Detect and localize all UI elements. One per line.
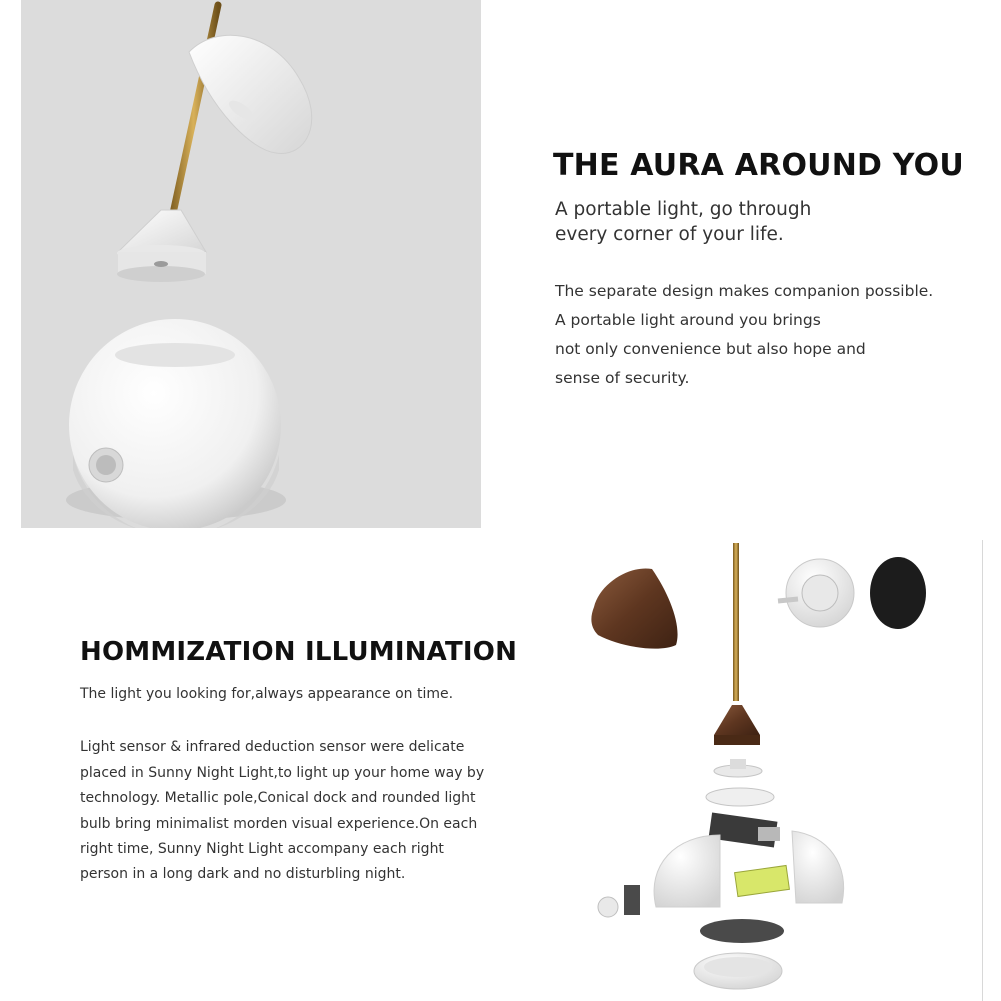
assembled-lamp-photo — [21, 0, 481, 528]
hommization-paragraph-line-5: right time, Sunny Night Light accompany each right — [80, 841, 444, 857]
aura-paragraph-line-4: sense of security. — [555, 369, 690, 387]
hommization-paragraph-line-1: Light sensor & infrared deduction sensor were delicate — [80, 739, 465, 755]
hommization-subtitle: The light you looking for,always appearance on time. — [80, 686, 454, 702]
black-magnet-disc — [870, 557, 926, 629]
dock-port — [154, 261, 168, 267]
brass-pole — [733, 543, 739, 701]
walnut-shade — [591, 568, 677, 648]
walnut-dock — [714, 705, 760, 735]
battery — [735, 865, 790, 896]
aura-paragraph-line-1: The separate design makes companion possible. — [555, 282, 934, 300]
dock-plate — [706, 788, 774, 806]
exploded-view-photo — [560, 535, 990, 1001]
aura-subtitle-line-1: A portable light, go through — [555, 199, 812, 220]
hommization-paragraph-line-3: technology. Metallic pole,Conical dock and rounded light — [80, 790, 476, 806]
ball-half-right — [792, 831, 844, 903]
lamp-shade — [189, 35, 312, 153]
hommization-paragraph-line-2: placed in Sunny Night Light,to light up your home way by — [80, 765, 485, 781]
hommization-paragraph-line-6: person in a long dark and no disturbling night. — [80, 866, 406, 882]
aura-paragraph-line-2: A portable light around you brings — [555, 311, 821, 329]
assembled-lamp-illustration — [21, 0, 481, 528]
aura-paragraph-line-3: not only convenience but also hope and — [555, 340, 866, 358]
section-title-aura: THE AURA AROUND YOU — [553, 148, 964, 183]
ball-half-left — [654, 835, 720, 907]
dark-base-disc — [700, 919, 784, 943]
hommization-paragraph-line-4: bulb bring minimalist morden visual experience.On each — [80, 816, 478, 832]
aura-subtitle-line-2: every corner of your life. — [555, 224, 784, 245]
section-title-hommization: HOMMIZATION ILLUMINATION — [80, 637, 518, 667]
pir-sensor-lens — [598, 897, 618, 917]
